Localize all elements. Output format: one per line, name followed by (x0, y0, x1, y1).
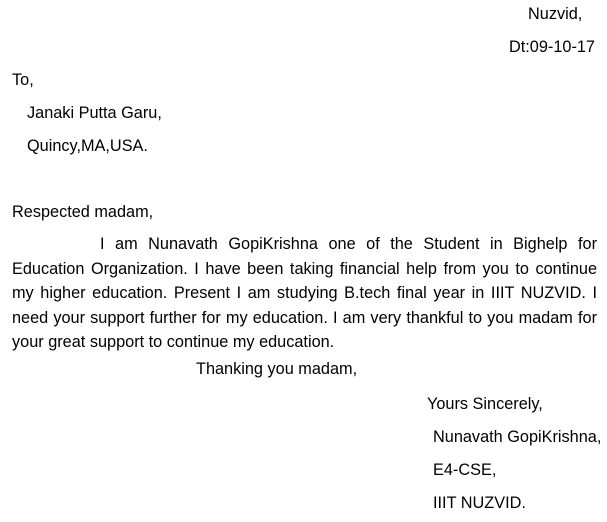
to-label: To, (12, 71, 34, 89)
sender-name: Nunavath GopiKrishna, (433, 428, 602, 446)
body-paragraph-text: I am Nunavath GopiKrishna one of the Student in Bighelp for Education Organization. I have been taking financial help from you to continue my higher education. Present I am studying B.tech final year in IIIT NUZVID. I need your support further for my education. I am very thankful to you madam for your great support to continue my education. (12, 235, 597, 352)
place-text: Nuzvid, (528, 5, 583, 23)
recipient-address: Quincy,MA,USA. (27, 137, 148, 155)
greeting-text: Respected madam, (12, 203, 154, 221)
valediction-text: Yours Sincerely, (427, 395, 543, 413)
date-text: Dt:09-10-17 (509, 38, 595, 56)
recipient-name: Janaki Putta Garu, (27, 104, 162, 122)
body-paragraph (12, 232, 597, 355)
sender-institution: IIIT NUZVID. (433, 494, 526, 512)
thanks-text: Thanking you madam, (196, 360, 358, 378)
sender-class: E4-CSE, (433, 461, 497, 479)
